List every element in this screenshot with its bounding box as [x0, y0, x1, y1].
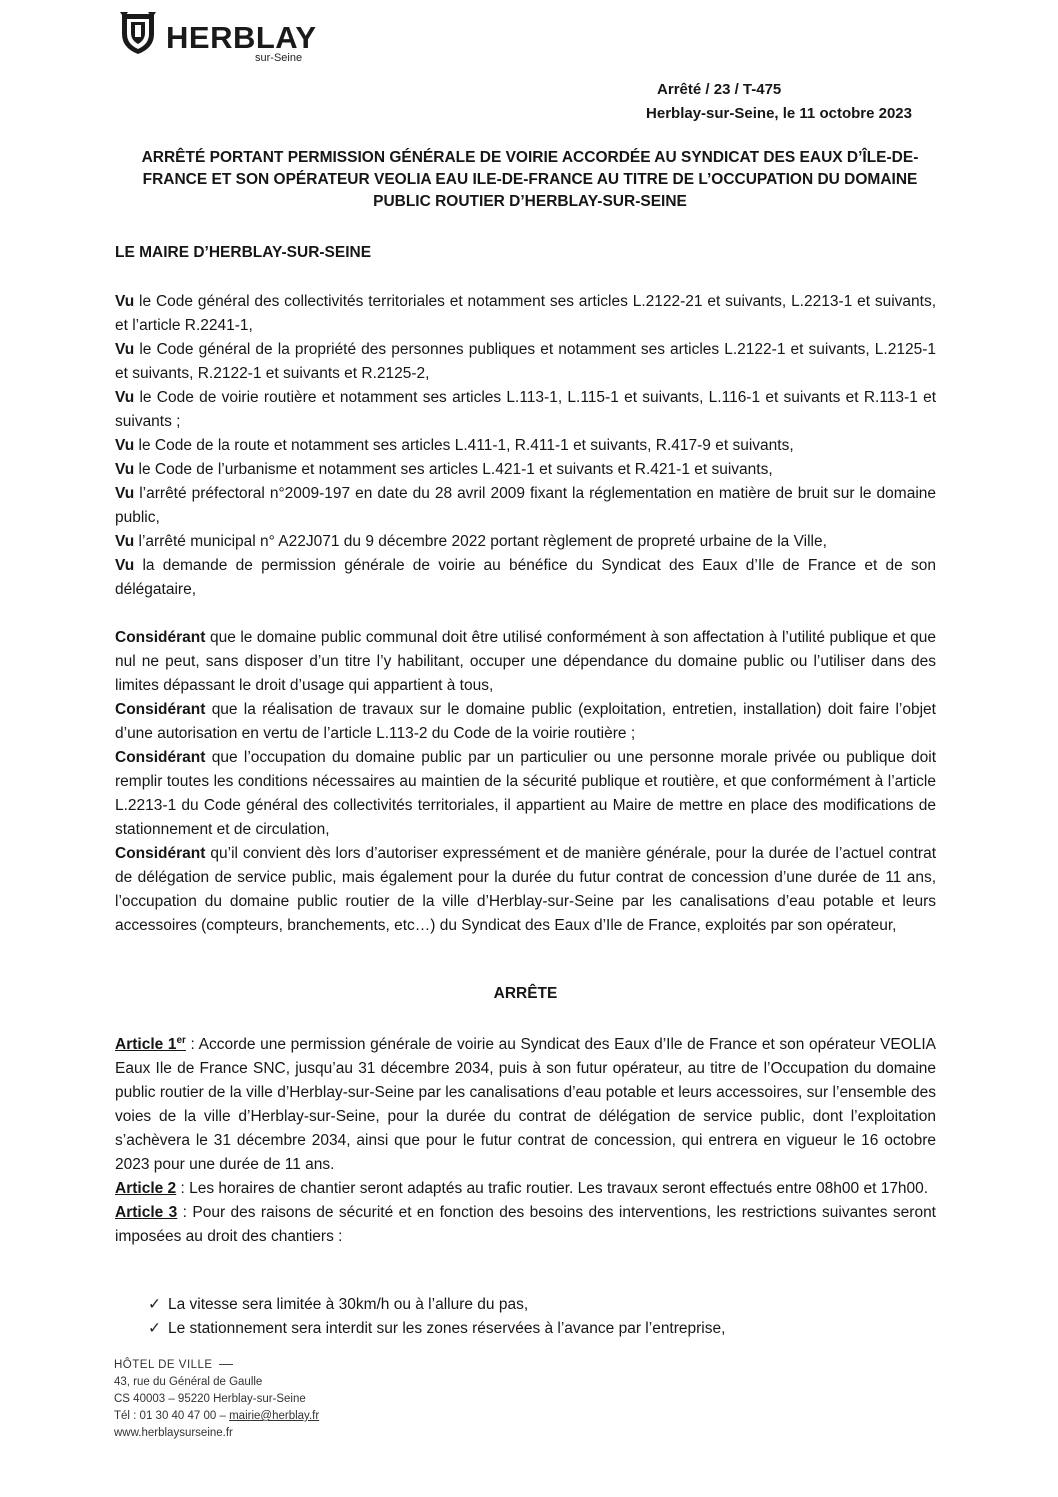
- articles: [115, 1029, 936, 1249]
- considerant-clause: Considérant que l’occupation du domaine public par un particulier ou une personne morale privée ou publique doit remplir toutes les conditions nécessaires au maintien de la sécurité publique et routière, et que conformément à l’article L.2213-1 du Code général des collectivités territoriales, il appartient au Maire de mettre en place des modifications de stationnement et de circulation,: [115, 749, 936, 838]
- reference-block: [646, 78, 912, 126]
- title-line: ARRÊTÉ PORTANT PERMISSION GÉNÉRALE DE VOIRIE ACCORDÉE AU SYNDICAT DES EAUX D’ÎLE-DE-: [141, 149, 919, 166]
- vu-clause: Vu la demande de permission générale de voirie au bénéfice du Syndicat des Eaux d’Ile de France et de son délégataire,: [115, 557, 936, 598]
- footer-address: [114, 1357, 319, 1442]
- title-line: PUBLIC ROUTIER D’HERBLAY-SUR-SEINE: [373, 193, 687, 210]
- checkmark-icon: ✓: [148, 1296, 161, 1313]
- article-label: Article 1er: [115, 1035, 186, 1054]
- considerant-clause: Considérant qu’il convient dès lors d’autoriser expressément et de manière générale, pour la durée de l’actuel contrat de délégation de service public, mais également pour la durée du futur contrat de concession d’une durée de 11 ans, l’occupation du domaine public routier de la ville d’Herblay-sur-Seine par les canalisations d’eau potable et leurs accessoires (compteurs, branchements, etc…) du Syndicat des Eaux d’Ile de France, exploités par son opérateur,: [115, 845, 936, 934]
- article-label: Article 2: [115, 1180, 177, 1198]
- title-line: FRANCE ET SON OPÉRATEUR VEOLIA EAU ILE-DE-FRANCE AU TITRE DE L’OCCUPATION DU DOMAINE: [142, 171, 918, 188]
- footer-cs: CS 40003 – 95220 Herblay-sur-Seine: [114, 1393, 306, 1405]
- footer-street: 43, rue du Général de Gaulle: [114, 1376, 263, 1388]
- vu-clauses: [115, 290, 936, 602]
- footer-contact: Tél : 01 30 40 47 00 – mairie@herblay.fr: [114, 1410, 320, 1422]
- divider: [219, 1364, 233, 1365]
- list-item: ✓ Le stationnement sera interdit sur les zones réservées à l’avance par l’entreprise,: [148, 1317, 725, 1341]
- article: Article 1er : Accorde une permission générale de voirie au Syndicat des Eaux d’Ile de France et son opérateur VEOLIA Eaux Ile de France SNC, jusqu’au 31 décembre 2034, puis à son futur opérateur, au titre de l’Occupation du domaine public routier de la ville d’Herblay-sur-Seine par les canalisations d’eau potable et leurs accessoires, sur l’ensemble des voies de la ville d’Herblay-sur-Seine, pour la durée du contrat de délégation de service public, dont l’exploitation s’achèvera le 31 décembre 2034, ainsi que pour le futur contrat de concession, qui entrera en vigueur le 16 octobre 2023 pour une durée de 11 ans.: [115, 1035, 936, 1174]
- maire-heading: LE MAIRE D’HERBLAY-SUR-SEINE: [115, 244, 372, 261]
- vu-clause: Vu l’arrêté préfectoral n°2009-197 en date du 28 avril 2009 fixant la réglementation en matière de bruit sur le domaine public,: [115, 485, 936, 526]
- list-item: ✓ La vitesse sera limitée à 30km/h ou à l’allure du pas,: [148, 1293, 725, 1317]
- vu-clause: Vu le Code général des collectivités territoriales et notamment ses articles L.2122-21 et suivants, L.2213-1 et suivants, et l’article R.2241-1,: [115, 293, 936, 334]
- logo-sub: sur-Seine: [255, 52, 303, 64]
- article-label: Article 3: [115, 1204, 178, 1222]
- considerant-clause: Considérant que la réalisation de travaux sur le domaine public (exploitation, entretien, installation) doit faire l’objet d’une autorisation en vertu de l’article L.113-2 du Code de la voirie routière ;: [115, 701, 936, 742]
- coat-of-arms-icon: [118, 10, 158, 56]
- vu-clause: Vu le Code de l’urbanisme et notamment ses articles L.421-1 et suivants et R.421-1 et suivants,: [115, 461, 773, 478]
- website-link[interactable]: www.herblaysurseine.fr: [114, 1427, 233, 1439]
- vu-clause: Vu le Code général de la propriété des personnes publiques et notamment ses articles L.2122-1 et suivants, L.2125-1 et suivants, R.2122-1 et suivants et R.2125-2,: [115, 341, 936, 382]
- logo-name: HERBLAY: [166, 20, 317, 55]
- email-link[interactable]: mairie@herblay.fr: [229, 1410, 320, 1422]
- footer-name: HÔTEL DE VILLE: [114, 1359, 213, 1371]
- document-title: [115, 147, 945, 213]
- vu-clause: Vu le Code de voirie routière et notamment ses articles L.113-1, L.115-1 et suivants, L.116-1 et suivants et R.113-1 et suivants ;: [115, 389, 936, 430]
- considerant-clauses: [115, 626, 936, 938]
- article: Article 3 : Pour des raisons de sécurité et en fonction des besoins des interventions, les restrictions suivantes seront imposées au droit des chantiers :: [115, 1204, 936, 1246]
- restrictions-list: [148, 1293, 725, 1341]
- vu-clause: Vu le Code de la route et notamment ses articles L.411-1, R.411-1 et suivants, R.417-9 et suivants,: [115, 437, 794, 454]
- considerant-clause: Considérant que le domaine public communal doit être utilisé conformément à son affectation à l’utilité publique et que nul ne peut, sans disposer d’un titre l’y habilitant, occuper une dépendance du domaine public ou l’utiliser dans des limites dépassant le droit d’usage qui appartient à tous,: [115, 629, 936, 694]
- vu-clause: Vu l’arrêté municipal n° A22J071 du 9 décembre 2022 portant règlement de propreté urbaine de la Ville,: [115, 533, 827, 550]
- city-logo: [118, 6, 338, 64]
- place-date: Herblay-sur-Seine, le 11 octobre 2023: [646, 105, 912, 122]
- checkmark-icon: ✓: [148, 1320, 161, 1337]
- arrete-reference: Arrêté / 23 / T-475: [657, 81, 782, 98]
- article: Article 2 : Les horaires de chantier seront adaptés au trafic routier. Les travaux seront effectués entre 08h00 et 17h00.: [115, 1180, 929, 1198]
- arrete-heading: ARRÊTE: [493, 985, 558, 1002]
